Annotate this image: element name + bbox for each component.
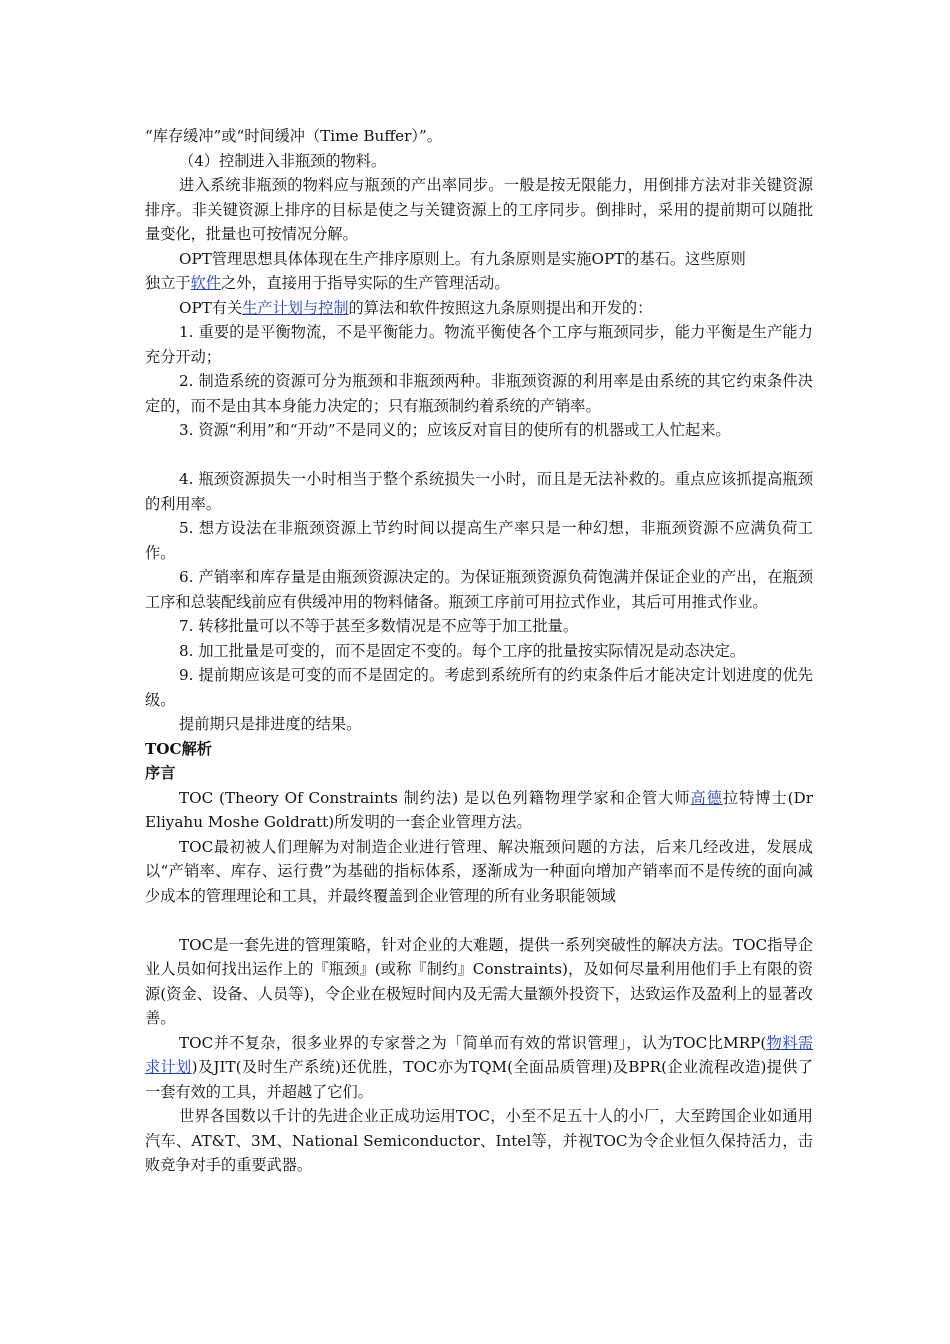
text: TOC (Theory Of Constraints 制约法) 是以色列籍物理学家和企管大师 xyxy=(179,788,691,807)
text: )及JIT(及时生产系统)还优胜，TOC亦为TQM(全面品质管理)及BPR(企业流程改造)提供了一套有效的工具，并超越了它们。 xyxy=(145,1058,814,1101)
paragraph-non-bottleneck: 进入系统非瓶颈的物料应与瓶颈的产出率同步。一般是按无限能力，用倒排方法对非关键资源排序。非关键资源上排序的目标是使之与关键资源上的工序同步。倒排时，采用的提前期可以随批量变化，批量也可按情况分解。 xyxy=(145,176,813,243)
text: 拉特博士(Dr Eliyahu Moshe Goldratt)所发明的一套企业管理方法。 xyxy=(145,788,813,831)
text: 的算法和软件按照这九条原则提出和开发的： xyxy=(348,298,653,317)
mrp-link[interactable]: 物料需求计划 xyxy=(145,1033,814,1076)
production-planning-link[interactable]: 生产计划与控制 xyxy=(242,298,349,317)
text: 之外，直接用于指导实际的生产管理活动。 xyxy=(220,274,510,292)
paragraph-toc-comparison xyxy=(145,1031,813,1105)
text: 独立于 xyxy=(145,274,191,292)
heading-preface: 序言 xyxy=(145,764,176,782)
rule-4: 4. 瓶颈资源损失一小时相当于整个系统损失一小时，而且是无法补救的。重点应该抓提高瓶颈的利用率。 xyxy=(145,470,813,513)
rule-8: 8. 加工批量是可变的，而不是固定不变的。每个工序的批量按实际情况是动态决定。 xyxy=(179,641,746,660)
paragraph-opt-principles: OPT管理思想具体体现在生产排序原则上。有九条原则是实施OPT的基石。这些原则 xyxy=(179,249,746,268)
rule-5: 5. 想方设法在非瓶颈资源上节约时间以提高生产率只是一种幻想，非瓶颈资源不应满负荷工作。 xyxy=(145,519,813,562)
paragraph-toc-intro xyxy=(145,786,813,835)
paragraph-toc-strategy: TOC是一套先进的管理策略，针对企业的大难题，提供一系列突破性的解决方法。TOC指导企业人员如何找出运作上的『瓶颈』(或称『制约』Constraints)，及如何尽量利用他们手上有限的资源(资金、设备、人员等)，令企业在极短时间内及无需大量额外投资下，达致运作及盈利上的显著改善。 xyxy=(145,935,813,1027)
blank-line xyxy=(145,443,813,468)
software-link[interactable]: 软件 xyxy=(190,274,221,292)
paragraph-opt-algorithm xyxy=(145,296,813,321)
document-page xyxy=(145,124,813,1178)
paragraph-lead-time: 提前期只是排进度的结果。 xyxy=(179,715,362,733)
paragraph-control-material: （4）控制进入非瓶颈的物料。 xyxy=(179,151,387,170)
rule-3: 3. 资源“利用”和“开动”不是同义的；应该反对盲目的使所有的机器或工人忙起来。 xyxy=(179,421,731,439)
paragraph-buffer: “库存缓冲”或“时间缓冲（Time Buffer）”。 xyxy=(145,127,442,145)
blank-line xyxy=(145,908,813,933)
text: OPT有关 xyxy=(179,298,243,317)
rule-1: 1. 重要的是平衡物流，不是平衡能力。物流平衡使各个工序与瓶颈同步，能力平衡是生产能力充分开动； xyxy=(145,323,813,366)
rule-9: 9. 提前期应该是可变的而不是固定的。考虑到系统所有的约束条件后才能决定计划进度的优先级。 xyxy=(145,666,813,709)
rule-2: 2. 制造系统的资源可分为瓶颈和非瓶颈两种。非瓶颈资源的利用率是由系统的其它约束条件决定的，而不是由其本身能力决定的；只有瓶颈制约着系统的产销率。 xyxy=(145,372,813,415)
paragraph-toc-adoption: 世界各国数以千计的先进企业正成功运用TOC，小至不足五十人的小厂，大至跨国企业如通用汽车、AT&T、3M、National Semiconductor、Intel等，并视TOC为令企业恒久保持活力，击败竞争对手的重要武器。 xyxy=(145,1107,813,1174)
heading-toc-analysis: TOC解析 xyxy=(145,739,212,758)
text: TOC并不复杂，很多业界的专家誉之为「简单而有效的常识管理」，认为TOC比MRP( xyxy=(179,1033,767,1052)
goldratt-link[interactable]: 高德 xyxy=(690,788,723,807)
rule-6: 6. 产销率和库存量是由瓶颈资源决定的。为保证瓶颈资源负荷饱满并保证企业的产出，在瓶颈工序和总装配线前应有供缓冲用的物料储备。瓶颈工序前可用拉式作业，其后可用推式作业。 xyxy=(145,568,813,611)
rule-7: 7. 转移批量可以不等于甚至多数情况是不应等于加工批量。 xyxy=(179,617,579,635)
paragraph-opt-software xyxy=(145,271,813,296)
paragraph-toc-history: TOC最初被人们理解为对制造企业进行管理、解决瓶颈问题的方法，后来几经改进，发展成以“产销率、库存、运行费”为基础的指标体系，逐渐成为一种面向增加产销率而不是传统的面向减少成本的管理理论和工具，并最终覆盖到企业管理的所有业务职能领域 xyxy=(145,837,813,905)
